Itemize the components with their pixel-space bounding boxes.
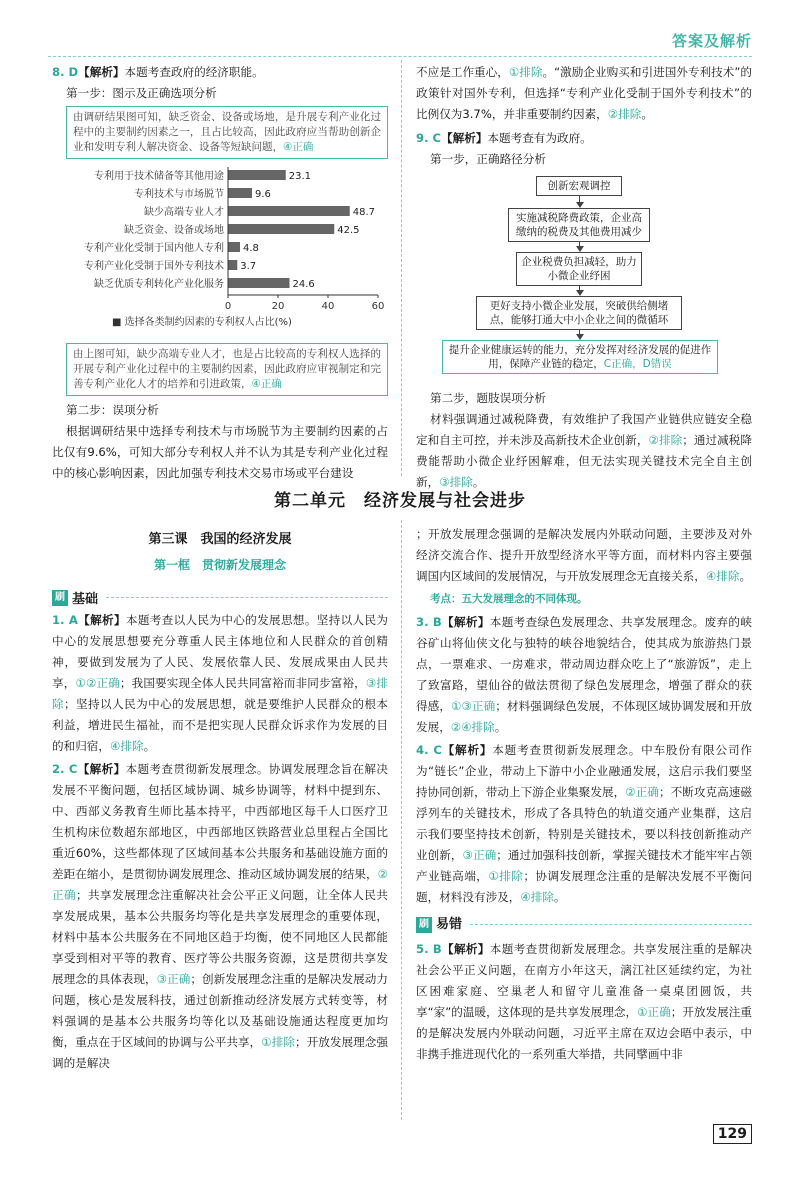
bar [228,170,286,180]
brush-icon: 刷 [416,917,432,933]
q3-text: 本题考查绿色发展理念、共享发展理念。废弃的峡谷矿山将仙侠文化与独特的峡谷地貌结合，使其成为旅游热门景点，一票难求、一房难求，带动周边群众吃上了“旅游饭”，走上了致富路，望仙谷的做法贯彻了绿色发展理念，增强了群众的获得感， [416,615,752,713]
q9-step2: 第二步，题肢误项分析 [430,391,546,405]
q8-continued: 不应是工作重心， [416,65,509,79]
column-divider-top [401,60,402,476]
section-basic-label: 基础 [72,592,99,607]
x-tick-label: 60 [371,301,385,312]
q9-tag2: ③排除 [439,475,473,489]
q8-step1: 第一步：图示及正确选项分析 [66,86,217,100]
q8-c-tag2: ②排除 [607,107,642,121]
bar-value-label: 23.1 [288,171,312,182]
section-error-line [470,924,752,925]
q1-t3: ④排除 [109,739,144,753]
page-number: 129 [713,1124,752,1144]
section-error [416,914,752,935]
q9-analysis-block [416,388,752,493]
section-basic-line [106,597,388,598]
q1-tag: 【解析】 [77,613,126,627]
bar-chart [52,161,388,341]
q8-number: 8. D [52,65,79,79]
bar-category-label: 专利用于技术储备等其他用途 [94,171,224,182]
q9-number: 9. C [416,131,442,145]
bar [228,206,350,216]
column-divider-bottom [401,520,402,1120]
flow-step-2: 实施减税降费政策，企业高缴纳的税费及其他费用减少 [508,208,650,242]
q3-number: 3. B [416,615,442,629]
x-tick-label: 0 [224,301,232,312]
q3-tag: 【解析】 [441,615,490,629]
q2-t3: ①排除 [261,1035,295,1049]
section-error-label: 易错 [436,917,463,932]
q8-box1-text: 由调研结果图可知，缺乏资金、设备或场地，是升展专利产业化过程中的主要制约因素之一，且占比较高，因此政府应当帮助创新企业和发明专利人解决资金、设备等短缺问题， [73,111,381,153]
section-basic [52,588,388,607]
bar [228,278,290,288]
q4-text2: ；不断攻克高速磁浮列车的关键技术，形成了各具特色的轨道交通产业集群，这启示我们要坚持技术创新，特别是关键技术，要以科技创新推动产业创新， [416,785,752,862]
q3-text2: ；材料强调绿色发展，不体现区域协调发展和开放发展， [416,699,752,734]
q9-tag1: ②排除 [648,433,683,447]
q2-text4: ；开放发展理念强调的是解决发展内外联动问题，主要涉及对外经济交流合作、提升开放型经济水平等方面，而材料内容主要强调国内区域间的发展情况，与开放发展理念无直接关系， [416,527,752,583]
q2-end: 。 [739,569,752,583]
q2-text2: ；共享发展理念注重解决社会公平正义问题，让全体人民共享发展成果，基本公共服务均等化是共享发展理念的重要体现，材料中基本公共服务在不同地区趋于均衡，使不同地区人民都能享受到相对平等的教育、医疗等公共服务资源，这是贯彻共享发展理念的具体表现， [52,888,388,986]
q2-t2: ③正确 [156,972,191,986]
q8-continued-block [416,62,752,170]
q4-number: 4. C [416,743,442,757]
q8-intro: 本题考查政府的经济职能。 [124,65,264,79]
q5-text: 本题考查贯彻新发展理念。共享发展注重的是解决社会公平正义问题，在南方小年这天，漓江社区延续约定，为社区困难家庭、空巢老人和留守儿童准备一桌桌团圆饭，共享“家”的温暖，这体现的是共享发展理念， [416,942,752,1019]
q2-number: 2. C [52,762,78,776]
q4-text: 本题考查贯彻新发展理念。中车股份有限公司作为“链长”企业，带动上下游中小企业融通发展，这启示我们要坚持协同创新，带动上下游企业集聚发展， [416,743,752,799]
q9-intro: 本题考查有为政府。 [487,131,592,145]
q9-text1: 材料强调通过减税降费，有效维护了我国产业链供应链安全稳定和自主可控，并未涉及高新技术企业创新， [416,412,752,447]
q2-tag: 【解析】 [77,762,126,776]
q1-t2: ③排除 [52,676,388,711]
bar-category-label: 缺乏优质专利转化产业化服务 [94,279,224,290]
q9-text2: ；通过减税降费能帮助小微企业纾困解难，但无法实现关键技术完全自主创新， [416,433,752,489]
flow-step-4: 更好支持小微企业发展，突破供给侧堵点，能够打通大中小企业之间的微循环 [476,296,682,330]
unit-title: 第二单元 经济发展与社会进步 [274,491,526,511]
q8-continued2: 。“激励企业购买和引进国外专利技术”的政策针对国外专利，但选择“专利产业化受制于国外专利技术”的比例仅为3.7%，并非重要制约因素， [416,65,752,121]
q1-number: 1. A [52,613,78,627]
bar-value-label: 3.7 [240,261,257,272]
q2-text: 本题考查贯彻新发展理念。协调发展理念旨在解决发展不平衡问题，包括区域协调、城乡协调等，材料中提到东、中、西部义务教育生师比基本持平，中西部地区每千人口医疗卫生机构床位数超东部地区，中西部地区铁路营业总里程占全国比重近60%，这些都体现了区域间基本公共服务和基础设施方面的差距在缩小，是贯彻协调发展理念、推动区域协调发展的结果， [52,762,388,881]
bar-value-label: 48.7 [352,207,376,218]
q4-text4: ；协调发展理念注重的是解决发展不平衡问题，材料没有涉及， [416,869,752,904]
q2-t1: ②正确 [52,867,388,902]
q8-box2-tag: ④正确 [251,378,282,390]
q8-callout-box-1 [66,106,388,159]
q5-number: 5. B [416,942,442,956]
q2-note: 考点：五大发展理念的不同体现。 [430,593,588,605]
q9-end: 。 [472,475,485,489]
q8-step2: 第二步：误项分析 [66,403,159,417]
bar-category-label: 缺乏资金、设备或场地 [124,225,224,236]
q8-analysis: 根据调研结果中选择专利技术与市场脱节为主要制约因素的占比仅有9.6%，可知大部分专利权人并不认为其是专利产业化过程中的核心影响因素，因此加强专利技术交易市场或平台建设 [52,424,388,480]
q1-q2-block [52,610,388,1074]
q3-end: 。 [494,720,507,734]
header-title: 答案及解析 [671,32,752,50]
q9-tag: 【解析】 [441,131,488,145]
q8-tag: 【解析】 [78,65,125,79]
flow-step-1: 创新宏观调控 [536,176,622,196]
bar [228,242,240,252]
q8-end: 。 [641,107,653,121]
frame-title: 第一框 贯彻新发展理念 [153,558,286,572]
q4-text3: ；通过加强科技创新，掌握关键技术才能牢牢占领产业链高端， [416,848,752,883]
q1-end: 。 [143,739,156,753]
q4-t1: ②正确 [625,785,659,799]
brush-icon: 刷 [52,590,68,606]
bar [228,224,334,234]
q2-text4-a: ；开放发展理念强调的是解决 [52,1035,388,1070]
header-divider [48,56,752,57]
flow-step-5 [442,340,718,374]
bar-category-label: 缺少高端专业人才 [144,207,224,218]
q5-tag: 【解析】 [441,942,490,956]
right-bottom-block [416,524,752,1065]
q1-text3: ；坚持以人民为中心的发展思想，就是要维护人民群众的根本利益，增进民生福祉，而不是把实现人民群众诉求作为发展的目的和归宿， [52,697,388,753]
bar-category-label: 专利产业化受制于国外专利技术 [84,261,224,272]
bar [228,188,252,198]
bar [228,260,237,270]
bar-value-label: 4.8 [243,243,259,254]
lesson-title: 第三课 我国的经济发展 [148,532,292,547]
q9-flowchart [416,172,752,382]
x-tick-label: 20 [271,301,285,312]
q9-step1: 第一步，正确路径分析 [430,152,546,166]
q8-c-tag1: ①排除 [508,65,543,79]
bar-value-label: 42.5 [337,225,360,236]
q4-end: 。 [553,890,566,904]
q1-text: 本题考查以人民为中心的发展思想。坚持以人民为中心的发展思想要充分尊重人民主体地位和人民群众的首创精神，要做到发展为了人民、发展依靠人民、发展成果由人民共享， [52,613,388,690]
bar-category-label: 专利技术与市场脱节 [134,189,224,200]
flow-step-5-tag: C正确，D错误 [603,358,672,370]
q1-text2: ；我国要实现全体人民共同富裕而非同步富裕， [119,676,366,690]
q5-text2: ；开放发展注重的是解决发展内外联动问题，习近平主席在双边会晤中表示，中非携手推进现代化的一系列重大举措，共同擘画中非 [416,1005,752,1061]
flow-step-5-text: 提升企业健康运转的能力，充分发挥对经济发展的促进作用，保障产业链的稳定， [448,344,712,370]
q2-t4: ④排除 [705,569,740,583]
q1-t1: ①②正确 [75,676,120,690]
bar-value-label: 9.6 [255,189,271,200]
bar-category-label: 专利产业化受制于国内他人专利 [84,243,224,254]
q4-tag: 【解析】 [441,743,493,757]
q8-block [52,62,388,484]
q3-t2: ②④排除 [450,720,495,734]
q5-t1: ①正确 [637,1005,671,1019]
bar-value-label: 24.6 [292,279,315,290]
q2-text3: ；创新发展理念注重的是解决发展动力问题，核心是发展科技，通过创新推动经济发展方式转变等，材料强调的是基本公共服务均等化以及基础设施通达程度更加均衡，重点在于区域间的协调与公平共享， [52,972,388,1049]
q4-t4: ④排除 [520,890,554,904]
q3-t1: ①③正确 [451,699,496,713]
q4-t2: ③正确 [462,848,497,862]
flow-step-3: 企业税费负担减轻，助力小微企业纾困 [516,252,642,286]
chart-legend: ■ 选择各类制约因素的专利权人占比(%) [112,317,292,328]
x-tick-label: 40 [321,301,335,312]
q4-t3: ①排除 [488,869,524,883]
q8-box2-text: 由上图可知，缺少高端专业人才，也是占比较高的专利权人选择的开展专利产业化过程中的主要制约因素，因此政府应审视制定和完善专利产业化人才的培养和引进政策， [73,348,381,390]
q8-box1-tag: ④正确 [283,141,314,153]
q8-callout-box-2 [66,343,388,396]
